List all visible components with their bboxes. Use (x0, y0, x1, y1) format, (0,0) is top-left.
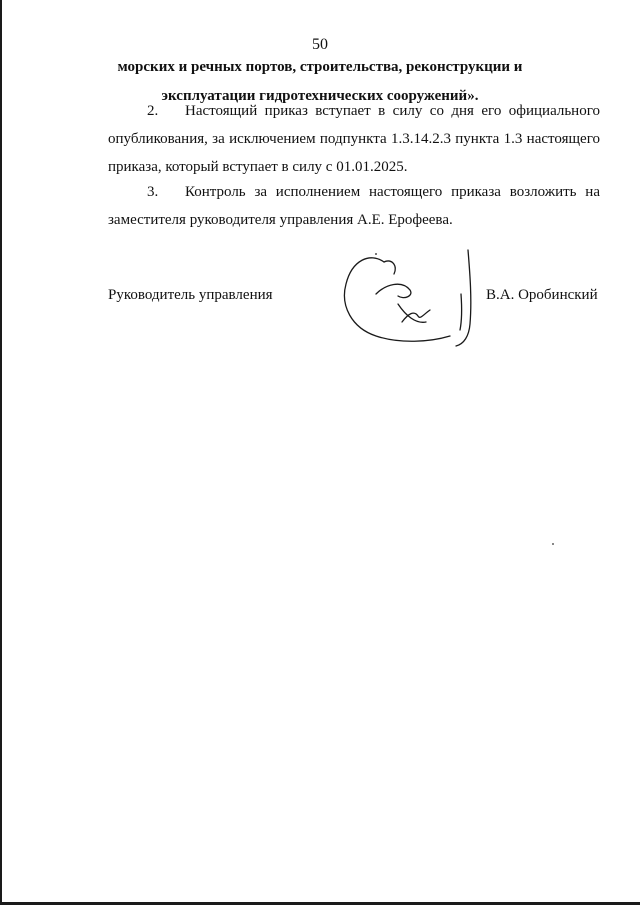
paragraph-2-number: 2. (147, 103, 159, 119)
handwritten-signature (340, 244, 490, 354)
signatory-name: В.А. Оробинский (486, 287, 598, 303)
paragraph-3-line-1: Контроль за исполнением настоящего приказа возложить на (185, 184, 600, 200)
paragraph-3-number: 3. (147, 184, 159, 200)
paragraph-2-line-3: приказа, который вступает в силу с 01.01.2025. (108, 159, 408, 175)
page-number: 50 (312, 36, 328, 53)
paragraph-3-line-2: заместителя руководителя управления А.Е. Ерофеева. (108, 212, 453, 228)
scan-speck (552, 543, 554, 545)
paragraph-2-line-2: опубликования, за исключением подпункта 1.3.14.2.3 пункта 1.3 настоящего (108, 131, 600, 147)
heading-line-2: эксплуатации гидротехнических сооружений». (161, 88, 479, 104)
signatory-role: Руководитель управления (108, 287, 273, 303)
paragraph-2-line-1: Настоящий приказ вступает в силу со дня его официального (185, 103, 600, 119)
page-edge-left (0, 0, 2, 905)
heading-line-1: морских и речных портов, строительства, реконструкции и (117, 59, 523, 75)
